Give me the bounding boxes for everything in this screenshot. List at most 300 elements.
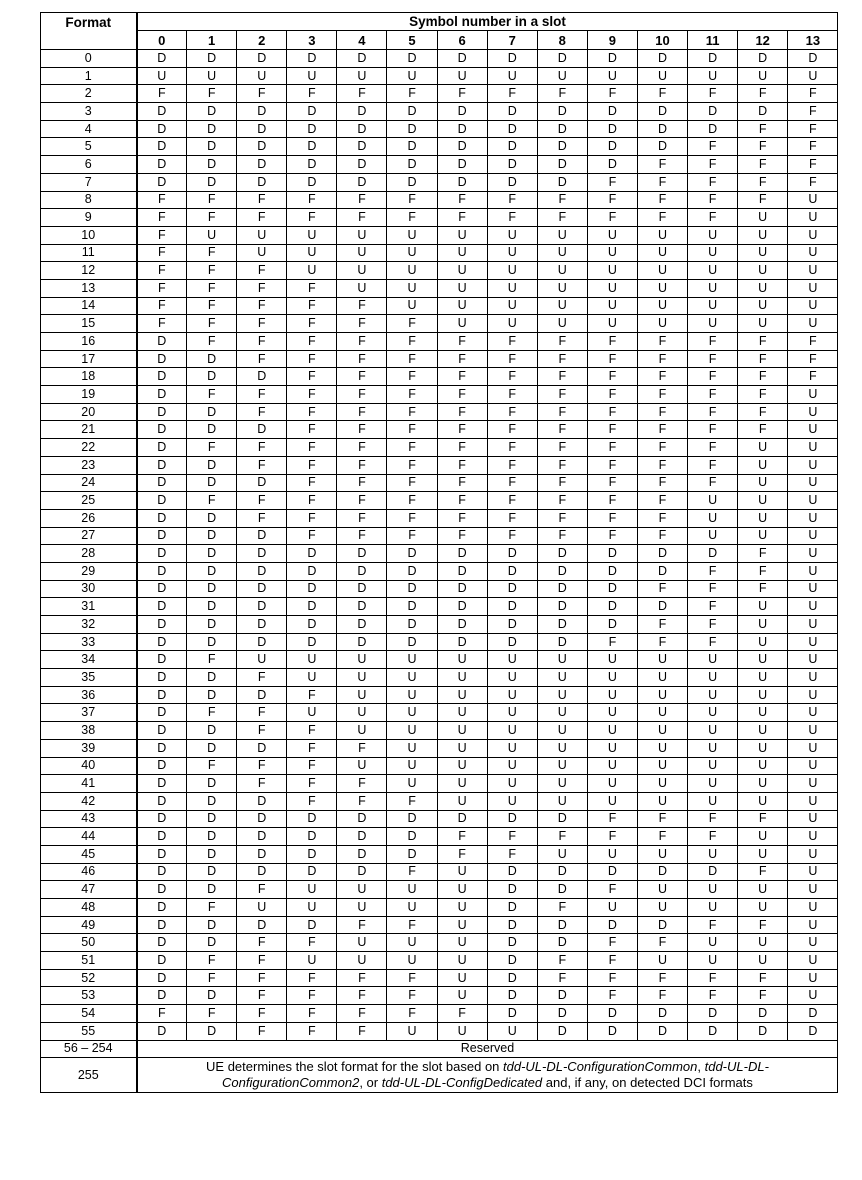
symbol-cell: F	[587, 969, 637, 987]
symbol-cell: D	[137, 333, 187, 351]
table-row	[41, 545, 838, 563]
symbol-cell: F	[487, 456, 537, 474]
symbol-cell: F	[337, 421, 387, 439]
symbol-column-header: 6	[437, 31, 487, 50]
symbol-cell: D	[337, 156, 387, 174]
symbol-cell: F	[237, 669, 287, 687]
symbol-cell: U	[688, 899, 738, 917]
table-row	[41, 456, 838, 474]
symbol-cell: F	[187, 297, 237, 315]
symbol-cell: F	[437, 439, 487, 457]
desc-param: tdd-UL-DL-ConfigDedicated	[381, 1075, 543, 1091]
desc-text: , or	[359, 1075, 382, 1091]
format-number: 6	[41, 156, 137, 174]
symbol-cell: D	[437, 173, 487, 191]
symbol-cell: U	[387, 226, 437, 244]
table-row	[41, 226, 838, 244]
symbol-cell: D	[688, 863, 738, 881]
symbol-cell: D	[537, 120, 587, 138]
table-row	[41, 350, 838, 368]
symbol-cell: U	[788, 616, 838, 634]
format-number: 37	[41, 704, 137, 722]
symbol-cell: U	[437, 987, 487, 1005]
symbol-cell: D	[237, 527, 287, 545]
table-row	[41, 757, 838, 775]
symbol-cell: D	[287, 616, 337, 634]
table-row	[41, 881, 838, 899]
symbol-cell: F	[387, 191, 437, 209]
symbol-cell: D	[537, 863, 587, 881]
symbol-cell: U	[788, 226, 838, 244]
table-row	[41, 651, 838, 669]
table-row	[41, 598, 838, 616]
symbol-cell: U	[387, 279, 437, 297]
symbol-cell: D	[187, 669, 237, 687]
symbol-cell: F	[637, 209, 687, 227]
symbol-cell: U	[788, 580, 838, 598]
symbol-cell: D	[137, 810, 187, 828]
symbol-cell: F	[587, 85, 637, 103]
symbol-cell: D	[237, 173, 287, 191]
format-number: 48	[41, 899, 137, 917]
symbol-cell: F	[287, 1022, 337, 1040]
symbol-cell: U	[537, 845, 587, 863]
symbol-cell: U	[287, 226, 337, 244]
symbol-cell: D	[337, 598, 387, 616]
symbol-cell: U	[788, 598, 838, 616]
symbol-cell: F	[337, 969, 387, 987]
symbol-cell: F	[738, 916, 788, 934]
symbol-cell: U	[788, 67, 838, 85]
symbol-cell: U	[587, 704, 637, 722]
symbol-cell: F	[788, 138, 838, 156]
symbol-cell: D	[187, 173, 237, 191]
format-header: Format	[41, 13, 137, 50]
symbol-cell: F	[287, 297, 337, 315]
symbol-cell: F	[437, 191, 487, 209]
symbol-cell: U	[387, 686, 437, 704]
symbol-cell: F	[237, 757, 287, 775]
symbol-cell: D	[187, 686, 237, 704]
symbol-cell: U	[437, 952, 487, 970]
symbol-cell: D	[387, 156, 437, 174]
symbol-cell: F	[637, 810, 687, 828]
symbol-cell: D	[137, 845, 187, 863]
symbol-cell: F	[537, 492, 587, 510]
symbol-cell: D	[437, 545, 487, 563]
symbol-cell: F	[587, 934, 637, 952]
table-row	[41, 439, 838, 457]
symbol-cell: F	[738, 987, 788, 1005]
symbol-cell: U	[788, 651, 838, 669]
symbol-cell: D	[337, 138, 387, 156]
symbol-cell: U	[387, 704, 437, 722]
symbol-cell: U	[487, 686, 537, 704]
symbol-cell: U	[688, 952, 738, 970]
symbol-cell: D	[537, 616, 587, 634]
symbol-cell: D	[537, 580, 587, 598]
symbol-cell: D	[137, 616, 187, 634]
symbol-cell: U	[688, 775, 738, 793]
symbol-cell: F	[187, 492, 237, 510]
symbol-cell: F	[487, 421, 537, 439]
symbol-cell: U	[788, 545, 838, 563]
reserved-text: Reserved	[137, 1040, 838, 1058]
symbol-cell: U	[688, 757, 738, 775]
symbol-cell: U	[537, 262, 587, 280]
symbol-cell: F	[587, 368, 637, 386]
format-number: 35	[41, 669, 137, 687]
symbol-cell: D	[587, 1022, 637, 1040]
symbol-cell: U	[237, 226, 287, 244]
symbol-cell: D	[287, 120, 337, 138]
symbol-cell: U	[738, 244, 788, 262]
symbol-cell: F	[337, 739, 387, 757]
symbol-cell: D	[487, 952, 537, 970]
symbol-cell: F	[587, 810, 637, 828]
table-row	[41, 85, 838, 103]
symbol-cell: D	[337, 103, 387, 121]
symbol-cell: U	[487, 1022, 537, 1040]
symbol-cell: F	[487, 492, 537, 510]
symbol-cell: F	[187, 651, 237, 669]
symbol-cell: D	[137, 704, 187, 722]
symbol-cell: U	[287, 952, 337, 970]
symbol-cell: U	[738, 456, 788, 474]
symbol-cell: D	[237, 686, 287, 704]
symbol-cell: U	[688, 739, 738, 757]
symbol-cell: D	[137, 492, 187, 510]
symbol-cell: U	[637, 845, 687, 863]
table-row	[41, 616, 838, 634]
symbol-cell: F	[688, 969, 738, 987]
desc-param: tdd-UL-DL-ConfigurationCommon	[503, 1059, 698, 1075]
symbol-cell: D	[387, 598, 437, 616]
symbol-cell: U	[587, 315, 637, 333]
format-number: 14	[41, 297, 137, 315]
symbol-cell: F	[688, 386, 738, 404]
symbol-cell: F	[738, 421, 788, 439]
symbol-cell: F	[637, 527, 687, 545]
symbol-cell: D	[337, 120, 387, 138]
symbol-cell: D	[137, 598, 187, 616]
symbol-cell: F	[287, 421, 337, 439]
symbol-cell: F	[487, 85, 537, 103]
symbol-cell: F	[287, 527, 337, 545]
symbol-cell: F	[537, 209, 587, 227]
table-row	[41, 952, 838, 970]
format-255-row	[41, 1058, 838, 1093]
symbol-cell: U	[287, 651, 337, 669]
symbol-cell: U	[738, 315, 788, 333]
symbol-cell: D	[237, 739, 287, 757]
symbol-cell: F	[688, 191, 738, 209]
symbol-cell: U	[738, 669, 788, 687]
symbol-cell: D	[137, 173, 187, 191]
symbol-cell: U	[788, 722, 838, 740]
symbol-cell: D	[337, 845, 387, 863]
symbol-cell: F	[187, 704, 237, 722]
symbol-cell: F	[287, 969, 337, 987]
symbol-cell: D	[537, 156, 587, 174]
symbol-cell: F	[688, 562, 738, 580]
symbol-cell: D	[137, 156, 187, 174]
symbol-cell: U	[387, 262, 437, 280]
symbol-cell: D	[187, 421, 237, 439]
symbol-cell: D	[137, 439, 187, 457]
symbol-cell: F	[637, 969, 687, 987]
symbol-cell: F	[537, 527, 587, 545]
symbol-cell: U	[587, 262, 637, 280]
symbol-cell: U	[738, 492, 788, 510]
symbol-cell: D	[187, 722, 237, 740]
symbol-cell: F	[237, 85, 287, 103]
format-number: 15	[41, 315, 137, 333]
symbol-cell: U	[688, 669, 738, 687]
format-number: 32	[41, 616, 137, 634]
table-row	[41, 403, 838, 421]
table-row	[41, 156, 838, 174]
symbol-cell: D	[688, 50, 738, 68]
symbol-column-header: 8	[537, 31, 587, 50]
symbol-cell: D	[437, 810, 487, 828]
symbol-cell: U	[788, 527, 838, 545]
symbol-cell: D	[187, 792, 237, 810]
symbol-cell: U	[437, 67, 487, 85]
symbol-cell: U	[437, 297, 487, 315]
symbol-cell: U	[587, 845, 637, 863]
symbol-cell: F	[387, 492, 437, 510]
symbol-cell: F	[337, 439, 387, 457]
symbol-cell: U	[738, 845, 788, 863]
symbol-cell: U	[537, 67, 587, 85]
symbol-cell: F	[587, 350, 637, 368]
symbol-cell: F	[237, 492, 287, 510]
format-number: 16	[41, 333, 137, 351]
symbol-cell: U	[387, 669, 437, 687]
symbol-cell: D	[587, 863, 637, 881]
symbol-cell: F	[287, 1005, 337, 1023]
symbol-cell: D	[387, 103, 437, 121]
symbol-cell: F	[688, 421, 738, 439]
symbol-cell: U	[287, 244, 337, 262]
symbol-cell: U	[688, 881, 738, 899]
symbol-cell: U	[637, 669, 687, 687]
symbol-cell: U	[387, 1022, 437, 1040]
symbol-cell: D	[137, 934, 187, 952]
symbol-cell: F	[137, 262, 187, 280]
symbol-cell: F	[287, 368, 337, 386]
symbol-cell: U	[287, 881, 337, 899]
symbol-cell: F	[637, 492, 687, 510]
symbol-cell: F	[637, 421, 687, 439]
symbol-cell: D	[287, 580, 337, 598]
format-number: 1	[41, 67, 137, 85]
symbol-cell: D	[537, 562, 587, 580]
format-number: 41	[41, 775, 137, 793]
symbol-cell: U	[637, 704, 687, 722]
symbol-cell: D	[688, 120, 738, 138]
table-row	[41, 50, 838, 68]
symbol-cell: F	[437, 474, 487, 492]
symbol-cell: U	[688, 686, 738, 704]
symbol-cell: F	[537, 456, 587, 474]
symbol-cell: D	[587, 580, 637, 598]
symbol-cell: U	[738, 527, 788, 545]
symbol-cell: U	[688, 226, 738, 244]
symbol-cell: F	[237, 934, 287, 952]
table-row	[41, 845, 838, 863]
symbol-cell: F	[237, 1022, 287, 1040]
desc-param: ConfigurationCommon2	[222, 1075, 360, 1091]
symbol-cell: U	[688, 315, 738, 333]
symbol-cell: D	[237, 633, 287, 651]
symbol-cell: U	[537, 297, 587, 315]
symbol-cell: U	[688, 792, 738, 810]
symbol-cell: D	[437, 633, 487, 651]
format-number: 23	[41, 456, 137, 474]
symbol-cell: D	[487, 810, 537, 828]
symbol-cell: D	[587, 562, 637, 580]
table-row	[41, 633, 838, 651]
symbol-cell: F	[387, 916, 437, 934]
table-row	[41, 138, 838, 156]
symbol-cell: D	[537, 138, 587, 156]
symbol-cell: D	[387, 828, 437, 846]
symbol-cell: F	[738, 138, 788, 156]
symbol-cell: F	[637, 350, 687, 368]
symbol-cell: U	[487, 722, 537, 740]
symbol-cell: D	[187, 562, 237, 580]
symbol-cell: F	[187, 209, 237, 227]
symbol-cell: F	[237, 881, 287, 899]
table-row	[41, 916, 838, 934]
symbol-cell: D	[137, 757, 187, 775]
table-row	[41, 191, 838, 209]
symbol-cell: D	[287, 50, 337, 68]
symbol-cell: U	[738, 704, 788, 722]
symbol-cell: D	[187, 881, 237, 899]
symbol-cell: F	[137, 85, 187, 103]
symbol-cell: D	[237, 156, 287, 174]
symbol-cell: U	[437, 792, 487, 810]
symbol-cell: F	[738, 969, 788, 987]
symbol-cell: U	[237, 899, 287, 917]
symbol-cell: U	[738, 686, 788, 704]
symbol-cell: F	[537, 191, 587, 209]
symbol-cell: F	[688, 368, 738, 386]
symbol-cell: F	[738, 191, 788, 209]
symbol-cell: F	[287, 333, 337, 351]
symbol-cell: D	[237, 421, 287, 439]
symbol-cell: D	[337, 863, 387, 881]
format-number: 38	[41, 722, 137, 740]
symbol-cell: U	[537, 704, 587, 722]
symbol-cell: F	[187, 899, 237, 917]
symbol-cell: D	[637, 103, 687, 121]
symbol-cell: F	[337, 987, 387, 1005]
symbol-cell: F	[487, 474, 537, 492]
symbol-cell: D	[137, 386, 187, 404]
symbol-cell: F	[387, 368, 437, 386]
symbol-cell: D	[487, 173, 537, 191]
format-number: 20	[41, 403, 137, 421]
symbol-cell: D	[437, 562, 487, 580]
symbol-cell: D	[337, 810, 387, 828]
table-row	[41, 509, 838, 527]
symbol-cell: F	[487, 845, 537, 863]
symbol-cell: F	[537, 403, 587, 421]
symbol-cell: U	[738, 616, 788, 634]
symbol-cell: F	[287, 439, 337, 457]
symbol-cell: D	[537, 987, 587, 1005]
symbol-cell: U	[587, 686, 637, 704]
symbol-cell: U	[587, 651, 637, 669]
format-number: 28	[41, 545, 137, 563]
symbol-cell: F	[187, 244, 237, 262]
symbol-cell: F	[237, 704, 287, 722]
symbol-cell: F	[237, 209, 287, 227]
symbol-cell: U	[387, 244, 437, 262]
format-number: 52	[41, 969, 137, 987]
symbol-column-header-row	[41, 31, 838, 50]
symbol-cell: F	[487, 350, 537, 368]
table-row	[41, 1022, 838, 1040]
symbol-cell: U	[788, 191, 838, 209]
symbol-cell: F	[337, 1005, 387, 1023]
symbol-cell: U	[788, 704, 838, 722]
symbol-cell: U	[688, 845, 738, 863]
symbol-cell: U	[788, 952, 838, 970]
symbol-cell: D	[437, 103, 487, 121]
symbol-cell: U	[788, 792, 838, 810]
symbol-cell: D	[287, 138, 337, 156]
symbol-cell: F	[587, 492, 637, 510]
symbol-cell: D	[587, 156, 637, 174]
symbol-cell: D	[187, 403, 237, 421]
symbol-cell: U	[688, 492, 738, 510]
symbol-cell: F	[237, 279, 287, 297]
symbol-cell: D	[437, 120, 487, 138]
symbol-cell: U	[487, 226, 537, 244]
symbol-cell: U	[788, 987, 838, 1005]
table-row	[41, 792, 838, 810]
symbol-cell: D	[688, 103, 738, 121]
symbol-cell: U	[587, 244, 637, 262]
symbol-cell: F	[437, 492, 487, 510]
symbol-cell: F	[487, 439, 537, 457]
symbol-cell: F	[487, 386, 537, 404]
symbol-cell: D	[387, 810, 437, 828]
symbol-cell: F	[187, 279, 237, 297]
table-row	[41, 120, 838, 138]
symbol-cell: D	[637, 1005, 687, 1023]
symbol-cell: D	[587, 545, 637, 563]
symbol-cell: D	[487, 103, 537, 121]
symbol-cell: U	[487, 739, 537, 757]
symbol-cell: U	[788, 934, 838, 952]
symbol-cell: F	[487, 527, 537, 545]
symbol-cell: U	[487, 279, 537, 297]
symbol-cell: D	[537, 103, 587, 121]
symbol-cell: U	[738, 881, 788, 899]
symbol-cell: F	[637, 333, 687, 351]
symbol-cell: F	[437, 527, 487, 545]
symbol-cell: F	[587, 633, 637, 651]
symbol-cell: D	[187, 810, 237, 828]
symbol-cell: F	[187, 969, 237, 987]
table-row	[41, 704, 838, 722]
